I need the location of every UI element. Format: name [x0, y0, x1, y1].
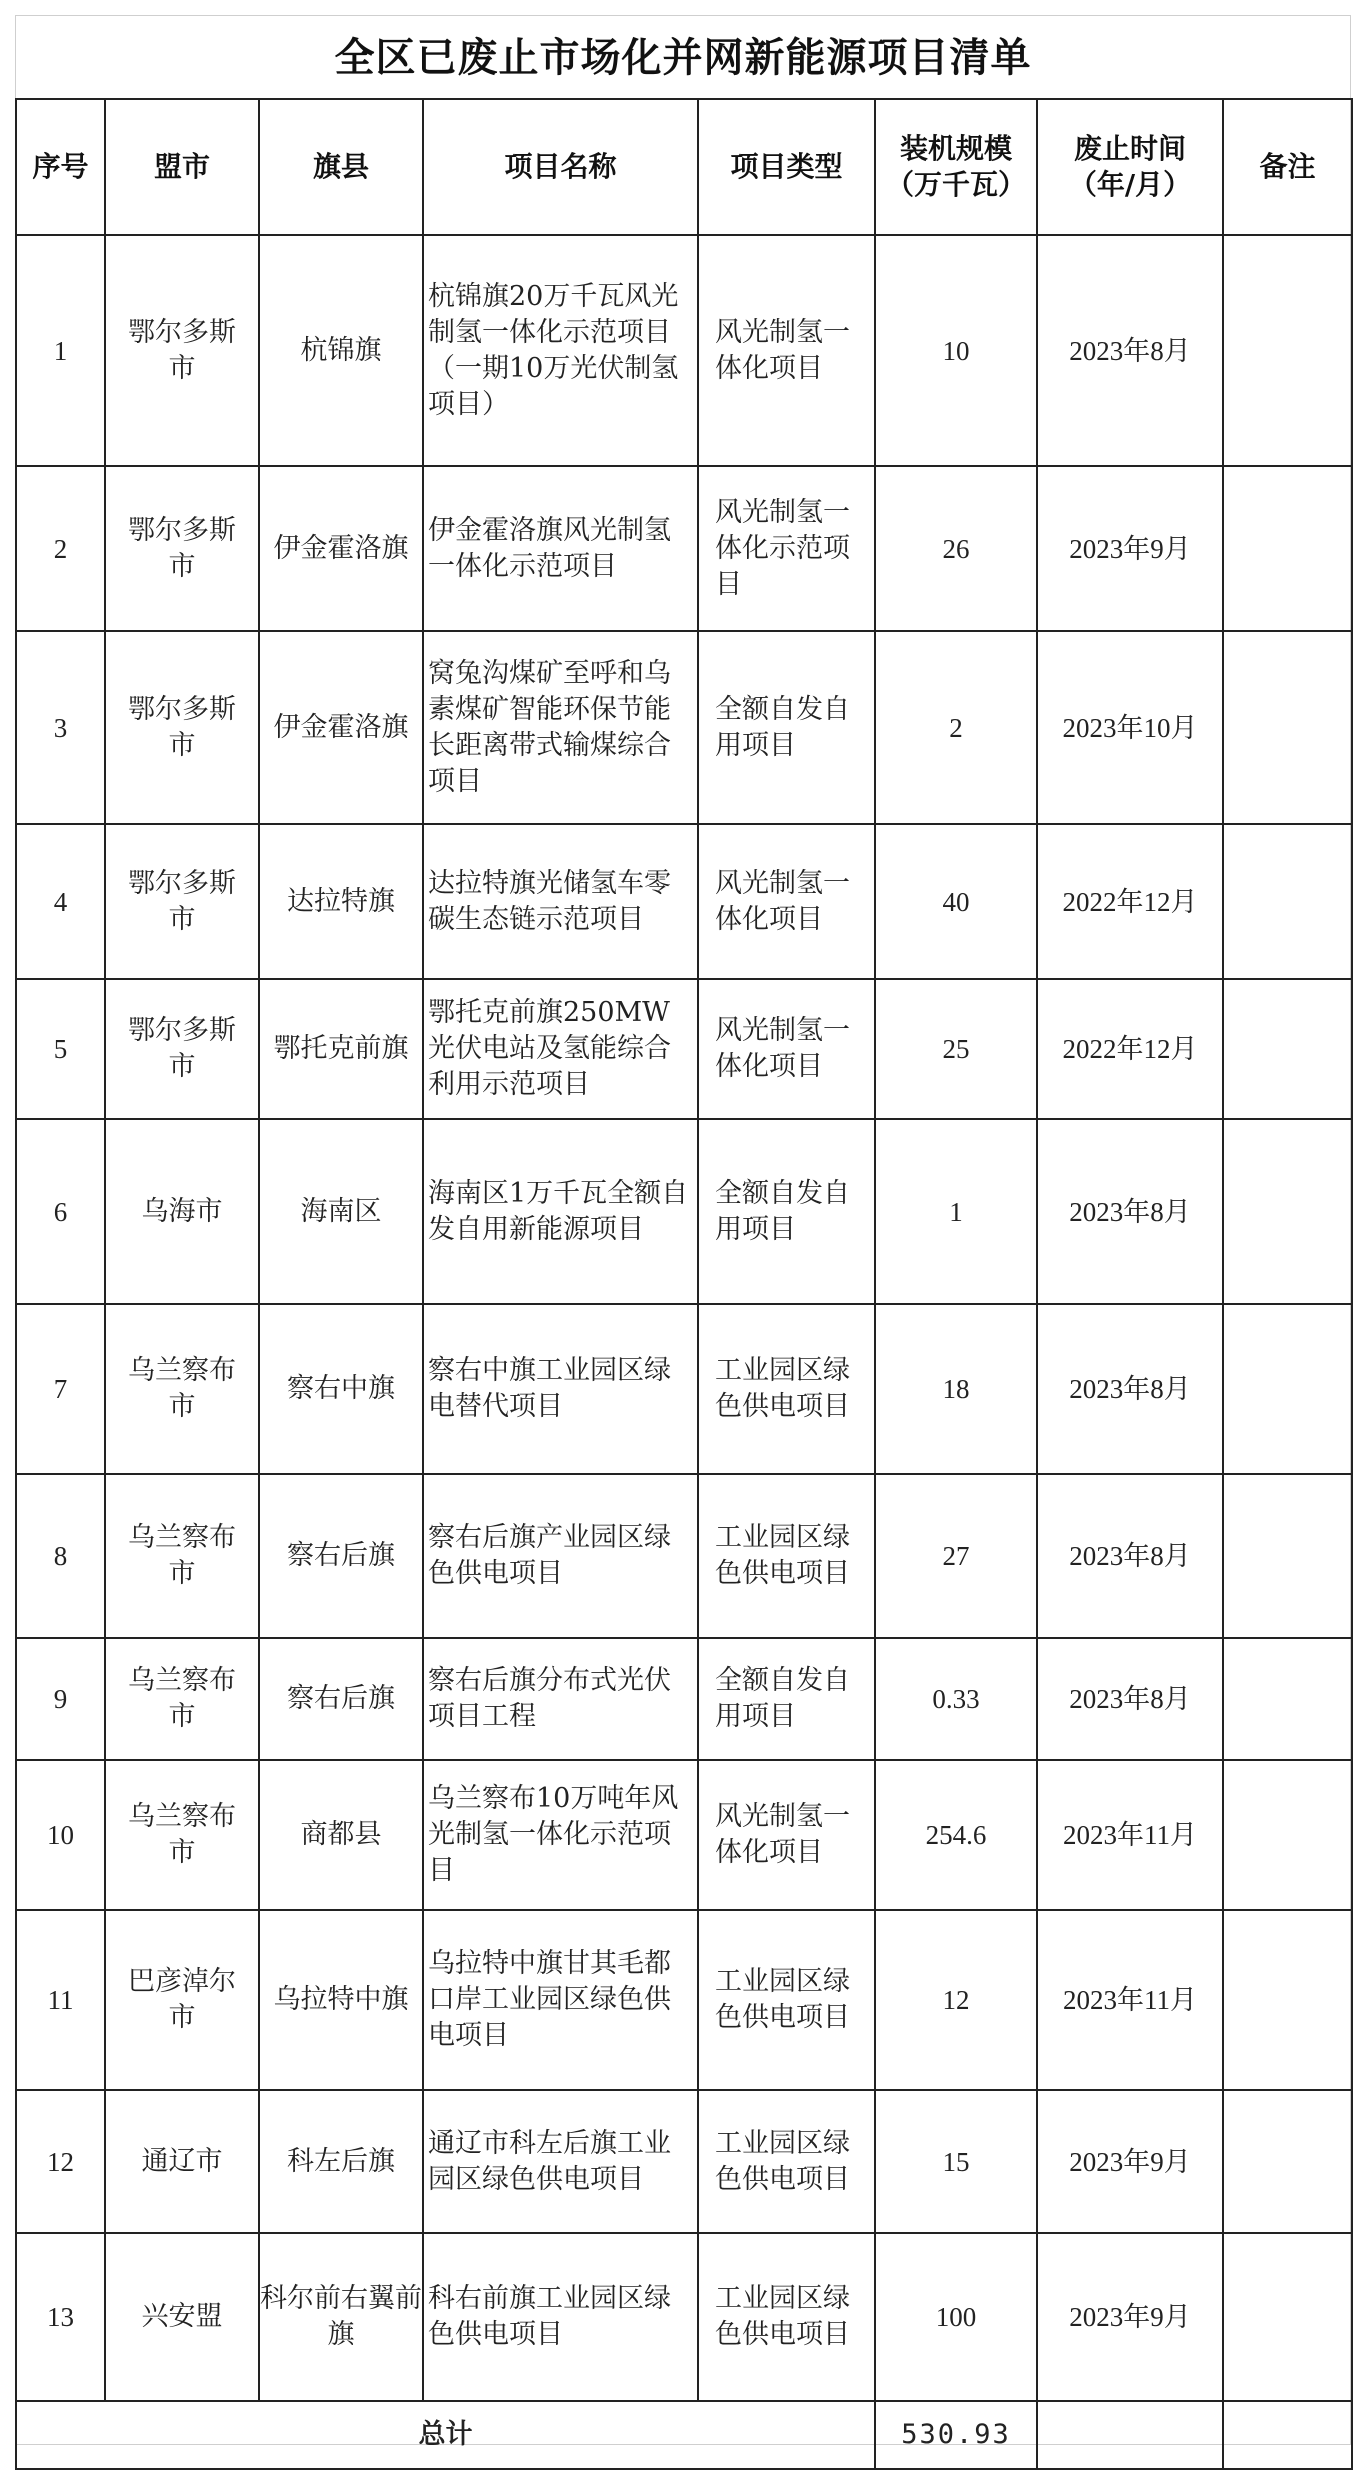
table-row — [16, 1760, 1352, 1910]
document-title: 全区已废止市场化并网新能源项目清单 — [334, 35, 1032, 81]
table-row — [16, 979, 1352, 1119]
row-abolish-time: 2023年9月 — [1037, 2090, 1223, 2233]
row-league-city: 乌兰察布市 — [105, 1474, 259, 1638]
row-capacity: 100 — [875, 2233, 1037, 2401]
row-project-type: 工业园区绿色供电项目 — [698, 2233, 875, 2401]
row-project-type: 风光制氢一体化项目 — [698, 235, 875, 466]
row-project-type: 风光制氢一体化项目 — [698, 824, 875, 979]
row-remark — [1223, 235, 1352, 466]
total-empty-remark — [1223, 2401, 1352, 2469]
row-remark — [1223, 466, 1352, 631]
header-capacity: 装机规模（万千瓦） — [875, 99, 1037, 235]
row-project-type: 风光制氢一体化项目 — [698, 1760, 875, 1910]
table-row — [16, 2090, 1352, 2233]
row-abolish-time: 2023年11月 — [1037, 1760, 1223, 1910]
row-league-city: 巴彦淖尔市 — [105, 1910, 259, 2090]
row-capacity: 15 — [875, 2090, 1037, 2233]
row-capacity: 25 — [875, 979, 1037, 1119]
row-banner-county: 科左后旗 — [259, 2090, 423, 2233]
header-row — [16, 99, 1352, 235]
header-banner-county: 旗县 — [259, 99, 423, 235]
row-league-city: 通辽市 — [105, 2090, 259, 2233]
row-project-type: 全额自发自用项目 — [698, 1638, 875, 1760]
header-project-name: 项目名称 — [423, 99, 698, 235]
row-league-city: 鄂尔多斯市 — [105, 631, 259, 824]
row-capacity: 12 — [875, 1910, 1037, 2090]
table-row — [16, 1474, 1352, 1638]
row-project-type: 工业园区绿色供电项目 — [698, 1304, 875, 1474]
row-league-city: 鄂尔多斯市 — [105, 466, 259, 631]
table-row — [16, 1910, 1352, 2090]
row-remark — [1223, 631, 1352, 824]
row-capacity: 27 — [875, 1474, 1037, 1638]
row-remark — [1223, 1638, 1352, 1760]
row-capacity: 254.6 — [875, 1760, 1037, 1910]
row-banner-county: 察右后旗 — [259, 1474, 423, 1638]
row-remark — [1223, 1119, 1352, 1304]
row-project-name: 察右后旗产业园区绿色供电项目 — [423, 1474, 698, 1638]
row-abolish-time: 2023年8月 — [1037, 235, 1223, 466]
row-project-name: 乌拉特中旗甘其毛都口岸工业园区绿色供电项目 — [423, 1910, 698, 2090]
row-league-city: 兴安盟 — [105, 2233, 259, 2401]
row-abolish-time: 2023年11月 — [1037, 1910, 1223, 2090]
row-abolish-time: 2023年10月 — [1037, 631, 1223, 824]
table-row — [16, 1638, 1352, 1760]
row-project-type: 全额自发自用项目 — [698, 631, 875, 824]
row-capacity: 10 — [875, 235, 1037, 466]
row-banner-county: 达拉特旗 — [259, 824, 423, 979]
row-seq: 10 — [16, 1760, 105, 1910]
project-table — [15, 98, 1353, 2470]
row-seq: 4 — [16, 824, 105, 979]
row-remark — [1223, 824, 1352, 979]
row-banner-county: 察右后旗 — [259, 1638, 423, 1760]
row-project-name: 海南区1万千瓦全额自发自用新能源项目 — [423, 1119, 698, 1304]
row-project-type: 风光制氢一体化项目 — [698, 979, 875, 1119]
row-project-name: 达拉特旗光储氢车零碳生态链示范项目 — [423, 824, 698, 979]
row-league-city: 乌兰察布市 — [105, 1638, 259, 1760]
row-banner-county: 杭锦旗 — [259, 235, 423, 466]
row-project-name: 科右前旗工业园区绿色供电项目 — [423, 2233, 698, 2401]
row-project-type: 工业园区绿色供电项目 — [698, 1910, 875, 2090]
row-remark — [1223, 1304, 1352, 1474]
header-seq: 序号 — [16, 99, 105, 235]
row-project-name: 窝兔沟煤矿至呼和乌素煤矿智能环保节能长距离带式输煤综合项目 — [423, 631, 698, 824]
row-seq: 1 — [16, 235, 105, 466]
row-project-name: 通辽市科左后旗工业园区绿色供电项目 — [423, 2090, 698, 2233]
row-project-name: 杭锦旗20万千瓦风光制氢一体化示范项目（一期10万光伏制氢项目） — [423, 235, 698, 466]
row-remark — [1223, 1760, 1352, 1910]
header-remarks: 备注 — [1223, 99, 1352, 235]
table-row — [16, 824, 1352, 979]
row-remark — [1223, 1910, 1352, 2090]
row-project-name: 鄂托克前旗250MW光伏电站及氢能综合利用示范项目 — [423, 979, 698, 1119]
row-seq: 7 — [16, 1304, 105, 1474]
table-row — [16, 631, 1352, 824]
row-seq: 2 — [16, 466, 105, 631]
row-project-type: 风光制氢一体化示范项目 — [698, 466, 875, 631]
row-league-city: 乌兰察布市 — [105, 1760, 259, 1910]
row-abolish-time: 2023年9月 — [1037, 466, 1223, 631]
row-seq: 6 — [16, 1119, 105, 1304]
row-abolish-time: 2023年8月 — [1037, 1474, 1223, 1638]
row-remark — [1223, 2090, 1352, 2233]
row-project-type: 工业园区绿色供电项目 — [698, 2090, 875, 2233]
row-banner-county: 商都县 — [259, 1760, 423, 1910]
row-seq: 12 — [16, 2090, 105, 2233]
total-label: 总计 — [16, 2401, 875, 2469]
total-capacity: 530.93 — [875, 2401, 1037, 2469]
row-seq: 11 — [16, 1910, 105, 2090]
row-banner-county: 海南区 — [259, 1119, 423, 1304]
header-project-type: 项目类型 — [698, 99, 875, 235]
table-row — [16, 1304, 1352, 1474]
row-remark — [1223, 979, 1352, 1119]
total-row — [16, 2401, 1352, 2469]
row-remark — [1223, 2233, 1352, 2401]
row-league-city: 鄂尔多斯市 — [105, 824, 259, 979]
row-capacity: 0.33 — [875, 1638, 1037, 1760]
row-capacity: 18 — [875, 1304, 1037, 1474]
row-banner-county: 科尔前右翼前旗 — [259, 2233, 423, 2401]
row-league-city: 鄂尔多斯市 — [105, 235, 259, 466]
table-row — [16, 1119, 1352, 1304]
row-seq: 8 — [16, 1474, 105, 1638]
row-abolish-time: 2023年8月 — [1037, 1304, 1223, 1474]
row-project-type: 全额自发自用项目 — [698, 1119, 875, 1304]
row-abolish-time: 2023年9月 — [1037, 2233, 1223, 2401]
row-abolish-time: 2022年12月 — [1037, 824, 1223, 979]
row-capacity: 40 — [875, 824, 1037, 979]
row-league-city: 乌兰察布市 — [105, 1304, 259, 1474]
row-project-name: 乌兰察布10万吨年风光制氢一体化示范项目 — [423, 1760, 698, 1910]
total-empty-time — [1037, 2401, 1223, 2469]
row-capacity: 26 — [875, 466, 1037, 631]
row-abolish-time: 2023年8月 — [1037, 1638, 1223, 1760]
row-banner-county: 察右中旗 — [259, 1304, 423, 1474]
row-league-city: 鄂尔多斯市 — [105, 979, 259, 1119]
row-abolish-time: 2023年8月 — [1037, 1119, 1223, 1304]
row-project-name: 察右中旗工业园区绿电替代项目 — [423, 1304, 698, 1474]
table-row — [16, 235, 1352, 466]
header-league-city: 盟市 — [105, 99, 259, 235]
row-banner-county: 鄂托克前旗 — [259, 979, 423, 1119]
row-league-city: 乌海市 — [105, 1119, 259, 1304]
header-abolish-time: 废止时间（年/月） — [1037, 99, 1223, 235]
row-capacity: 2 — [875, 631, 1037, 824]
row-seq: 13 — [16, 2233, 105, 2401]
row-seq: 9 — [16, 1638, 105, 1760]
row-banner-county: 伊金霍洛旗 — [259, 631, 423, 824]
row-abolish-time: 2022年12月 — [1037, 979, 1223, 1119]
row-seq: 5 — [16, 979, 105, 1119]
row-seq: 3 — [16, 631, 105, 824]
row-banner-county: 伊金霍洛旗 — [259, 466, 423, 631]
row-project-name: 伊金霍洛旗风光制氢一体化示范项目 — [423, 466, 698, 631]
table-row — [16, 2233, 1352, 2401]
row-project-name: 察右后旗分布式光伏项目工程 — [423, 1638, 698, 1760]
row-remark — [1223, 1474, 1352, 1638]
row-banner-county: 乌拉特中旗 — [259, 1910, 423, 2090]
row-capacity: 1 — [875, 1119, 1037, 1304]
row-project-type: 工业园区绿色供电项目 — [698, 1474, 875, 1638]
table-row — [16, 466, 1352, 631]
